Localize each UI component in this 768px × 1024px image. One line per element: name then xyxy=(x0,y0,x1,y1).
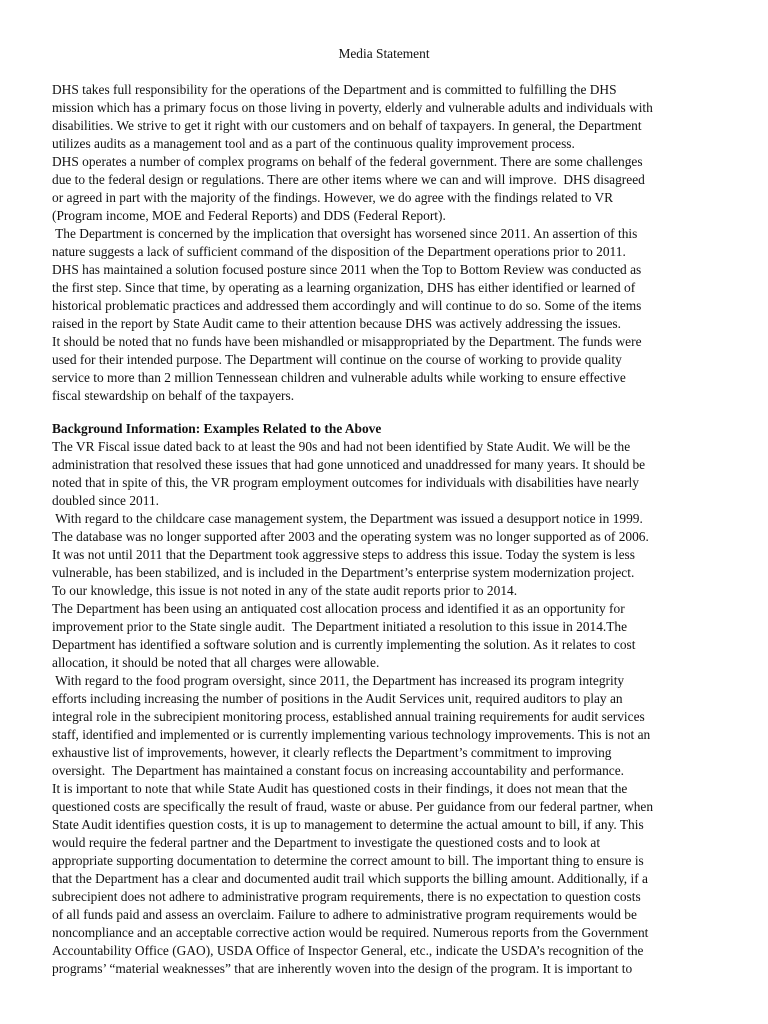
background-line: questioned costs are specifically the result of fraud, waste or abuse. Per guidance from our federal partner, when xyxy=(52,799,654,814)
background-line: of all funds paid and assess an overclaim. Failure to adhere to administrative program requirements would be xyxy=(52,907,637,922)
intro-line: nature suggests a lack of sufficient command of the disposition of the Department operations prior to 2011. xyxy=(52,244,626,259)
background-line: doubled since 2011. xyxy=(52,493,159,508)
background-line: appropriate supporting documentation to determine the correct amount to bill. The important thing to ensure is xyxy=(52,853,644,868)
background-line: With regard to the food program oversight, since 2011, the Department has increased its program integrity xyxy=(52,673,625,688)
intro-line: (Program income, MOE and Federal Reports) and DDS (Federal Report). xyxy=(52,208,446,223)
intro-line: DHS has maintained a solution focused posture since 2011 when the Top to Bottom Review was conducted as xyxy=(52,262,642,277)
background-line: allocation, it should be noted that all charges were allowable. xyxy=(52,655,380,670)
background-line: To our knowledge, this issue is not noted in any of the state audit reports prior to 2014. xyxy=(52,583,518,598)
background-line: that the Department has a clear and documented audit trail which supports the billing amount. Additionally, if a xyxy=(52,871,648,886)
background-line: It was not until 2011 that the Department took aggressive steps to address this issue. Today the system is less xyxy=(52,547,635,562)
background-line: integral role in the subrecipient monitoring process, established annual training requirements for audit services xyxy=(52,709,645,724)
intro-line: historical problematic practices and addressed them accordingly and will continue to do so. Some of the items xyxy=(52,298,642,313)
intro-line: mission which has a primary focus on those living in poverty, elderly and vulnerable adults and individuals with xyxy=(52,100,653,115)
background-line: noncompliance and an acceptable corrective action would be required. Numerous reports from the Government xyxy=(52,925,649,940)
background-line: It is important to note that while State Audit has questioned costs in their findings, it does not mean that the xyxy=(52,781,628,796)
intro-line: It should be noted that no funds have been mishandled or misappropriated by the Department. The funds were xyxy=(52,334,642,349)
intro-line: DHS operates a number of complex programs on behalf of the federal government. There are some challenges xyxy=(52,154,643,169)
background-line: Department has identified a software solution and is currently implementing the solution. As it relates to cost xyxy=(52,637,636,652)
intro-line: utilizes audits as a management tool and as a part of the continuous quality improvement process. xyxy=(52,136,575,151)
background-line: vulnerable, has been stabilized, and is included in the Department’s enterprise system modernization project. xyxy=(52,565,635,580)
background-line: exhaustive list of improvements, however, it clearly reflects the Department’s commitment to improving xyxy=(52,745,612,760)
intro-line: The Department is concerned by the implication that oversight has worsened since 2011. An assertion of this xyxy=(52,226,638,241)
background-line: subrecipient does not adhere to administrative program requirements, there is no expectation to question costs xyxy=(52,889,641,904)
intro-line: used for their intended purpose. The Department will continue on the course of working to provide quality xyxy=(52,352,622,367)
background-line: staff, identified and implemented or is currently implementing various technology improvements. This is not an xyxy=(52,727,651,742)
intro-line: service to more than 2 million Tennessean children and vulnerable adults while working to ensure effective xyxy=(52,370,626,385)
background-line: improvement prior to the State single audit. The Department initiated a resolution to this issue in 2014.The xyxy=(52,619,628,634)
background-line: The Department has been using an antiquated cost allocation process and identified it as an opportunity for xyxy=(52,601,625,616)
background-line: The database was no longer supported after 2003 and the operating system was no longer supported as of 2006. xyxy=(52,529,649,544)
background-line: The VR Fiscal issue dated back to at least the 90s and had not been identified by State Audit. We will be the xyxy=(52,439,631,454)
intro-line: raised in the report by State Audit came to their attention because DHS was actively addressing the issues. xyxy=(52,316,621,331)
background-line: oversight. The Department has maintained a constant focus on increasing accountability and performance. xyxy=(52,763,625,778)
intro-line: fiscal stewardship on behalf of the taxpayers. xyxy=(52,388,295,403)
background-line: efforts including increasing the number of positions in the Audit Services unit, required auditors to play an xyxy=(52,691,623,706)
background-line: State Audit identifies question costs, it is up to management to determine the actual amount to bill, if any. This xyxy=(52,817,644,832)
background-line: Accountability Office (GAO), USDA Office of Inspector General, etc., indicate the USDA’s recognition of the xyxy=(52,943,644,958)
background-line: administration that resolved these issues that had gone unnoticed and unaddressed for many years. It should be xyxy=(52,457,646,472)
background-line: With regard to the childcare case management system, the Department was issued a desupport notice in 1999. xyxy=(52,511,643,526)
intro-line: the first step. Since that time, by operating as a learning organization, DHS has either identified or learned of xyxy=(52,280,636,295)
background-line: programs’ “material weaknesses” that are inherently woven into the design of the program. It is important to xyxy=(52,961,633,976)
intro-line: or agreed in part with the majority of the findings. However, we do agree with the findings related to VR xyxy=(52,190,614,205)
intro-line: DHS takes full responsibility for the operations of the Department and is committed to fulfilling the DHS xyxy=(52,82,617,97)
intro-line: disabilities. We strive to get it right with our customers and on behalf of taxpayers. In general, the Department xyxy=(52,118,642,133)
document-title: Media Statement xyxy=(338,46,430,61)
background-line: noted that in spite of this, the VR program employment outcomes for individuals with disabilities have nearly xyxy=(52,475,639,490)
intro-line: due to the federal design or regulations. There are other items where we can and will improve. DHS disagreed xyxy=(52,172,645,187)
background-line: would require the federal partner and the Department to investigate the questioned costs and to look at xyxy=(52,835,601,850)
background-heading: Background Information: Examples Related to the Above xyxy=(52,421,382,436)
